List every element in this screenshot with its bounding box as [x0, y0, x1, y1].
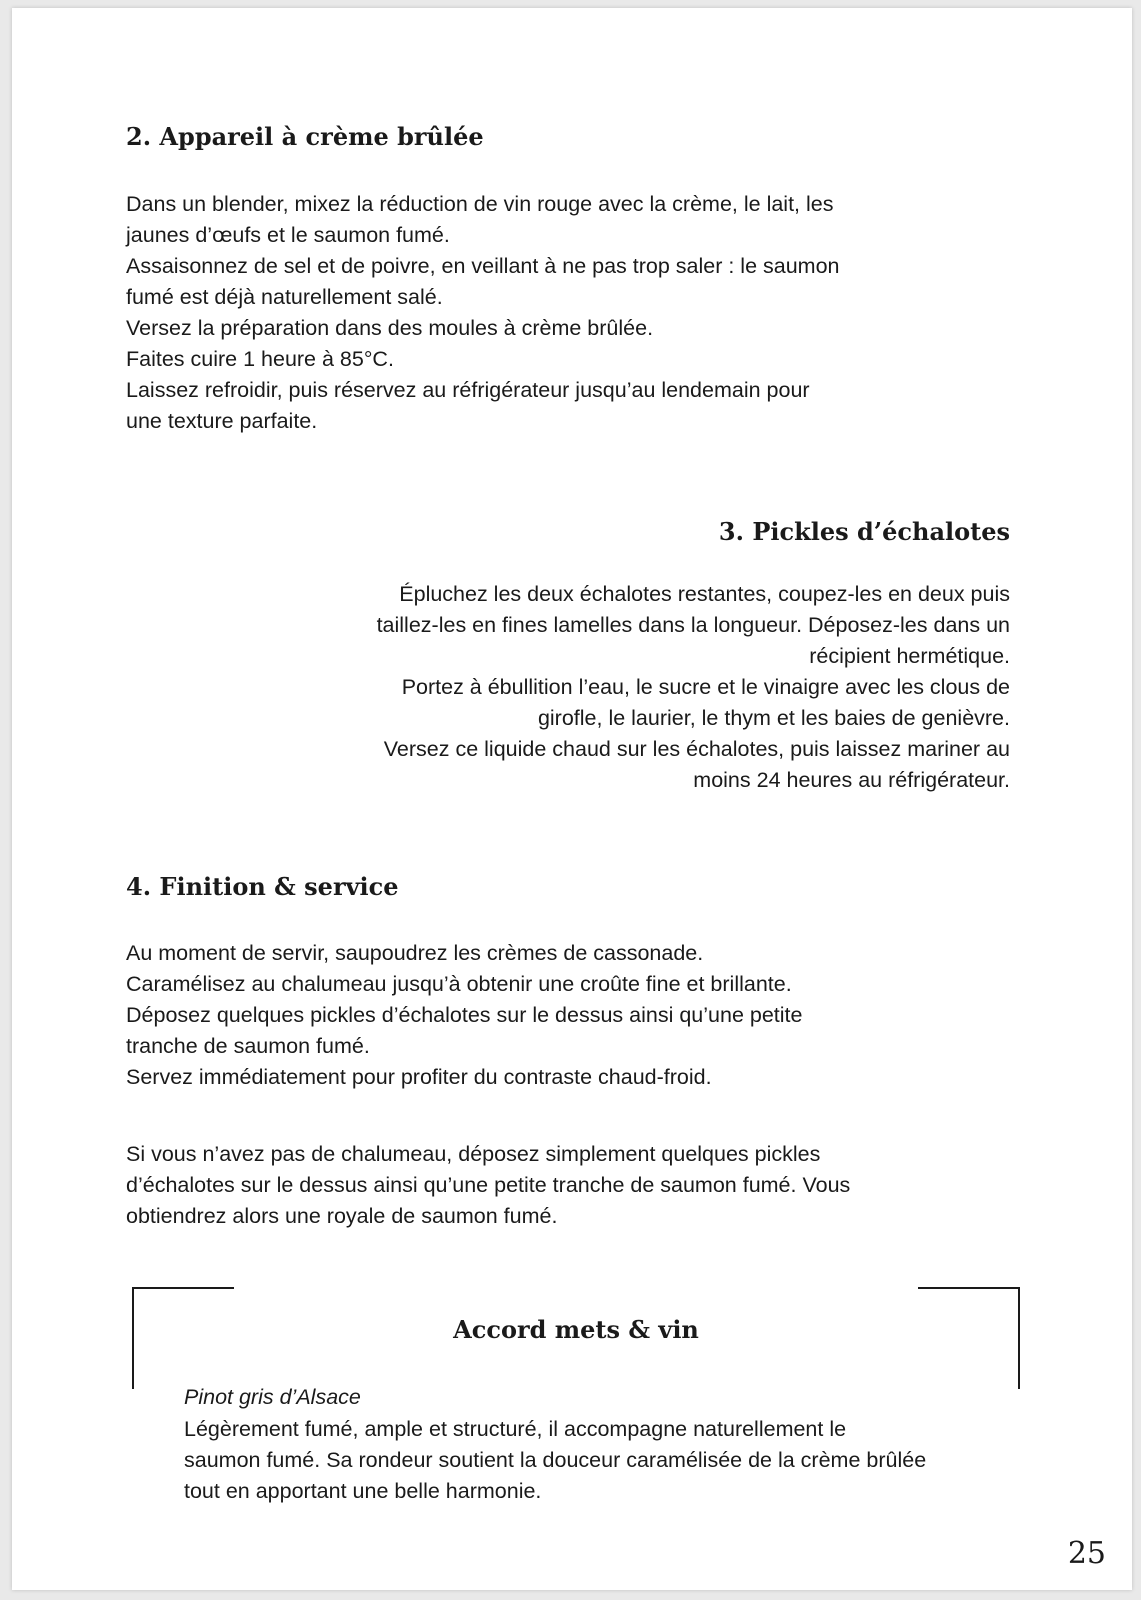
pairing-title: Accord mets & vin: [453, 1315, 699, 1344]
text-line: une texture parfaite.: [126, 409, 318, 433]
text-line: Si vous n’avez pas de chalumeau, déposez simplement quelques pickles: [126, 1142, 821, 1166]
text-line: Servez immédiatement pour profiter du contraste chaud-froid.: [126, 1065, 712, 1089]
page-number: 25: [1067, 1536, 1106, 1571]
text-line: obtiendrez alors une royale de saumon fumé.: [126, 1204, 558, 1228]
text-line: Laissez refroidir, puis réservez au réfrigérateur jusqu’au lendemain pour: [126, 378, 810, 402]
text-line: tranche de saumon fumé.: [126, 1034, 370, 1058]
creme-brulee-instructions: [126, 189, 1026, 437]
text-line: fumé est déjà naturellement salé.: [126, 285, 443, 309]
text-line: Caramélisez au chalumeau jusqu’à obtenir une croûte fine et brillante.: [126, 972, 792, 996]
pickles-instructions: [110, 579, 1010, 796]
text-line: Épluchez les deux échalotes restantes, coupez-les en deux puis: [399, 582, 1010, 606]
text-line: Versez la préparation dans des moules à crème brûlée.: [126, 316, 654, 340]
text-line: Faites cuire 1 heure à 85°C.: [126, 347, 394, 371]
text-line: récipient hermétique.: [809, 644, 1010, 668]
finition-instructions: [126, 938, 1026, 1093]
wine-name: Pinot gris d’Alsace: [184, 1385, 361, 1409]
text-line: Au moment de servir, saupoudrez les crèmes de cassonade.: [126, 941, 704, 965]
text-line: Versez ce liquide chaud sur les échalotes, puis laissez mariner au: [383, 737, 1010, 761]
text-line: Déposez quelques pickles d’échalotes sur le dessus ainsi qu’une petite: [126, 1003, 803, 1027]
section-heading-finition: 4. Finition & service: [126, 872, 399, 901]
text-line: girofle, le laurier, le thym et les baies de genièvre.: [537, 706, 1010, 730]
text-line: d’échalotes sur le dessus ainsi qu’une petite tranche de saumon fumé. Vous: [126, 1173, 851, 1197]
text-line: jaunes d’œufs et le saumon fumé.: [126, 223, 450, 247]
text-line: Portez à ébullition l’eau, le sucre et le vinaigre avec les clous de: [401, 675, 1010, 699]
text-line: saumon fumé. Sa rondeur soutient la douceur caramélisée de la crème brûlée: [184, 1448, 927, 1472]
finition-note: [126, 1139, 1026, 1232]
section-heading-creme-brulee: 2. Appareil à crème brûlée: [126, 122, 484, 151]
text-line: Assaisonnez de sel et de poivre, en veillant à ne pas trop saler : le saumon: [126, 254, 840, 278]
wine-description: [184, 1414, 1064, 1507]
text-line: moins 24 heures au réfrigérateur.: [693, 768, 1010, 792]
section-heading-pickles: 3. Pickles d’échalotes: [718, 517, 1010, 546]
text-line: Légèrement fumé, ample et structuré, il accompagne naturellement le: [184, 1417, 847, 1441]
text-line: tout en apportant une belle harmonie.: [184, 1479, 542, 1503]
text-line: Dans un blender, mixez la réduction de vin rouge avec la crème, le lait, les: [126, 192, 834, 216]
text-line: taillez-les en fines lamelles dans la longueur. Déposez-les dans un: [376, 613, 1010, 637]
recipe-page: [12, 8, 1132, 1590]
